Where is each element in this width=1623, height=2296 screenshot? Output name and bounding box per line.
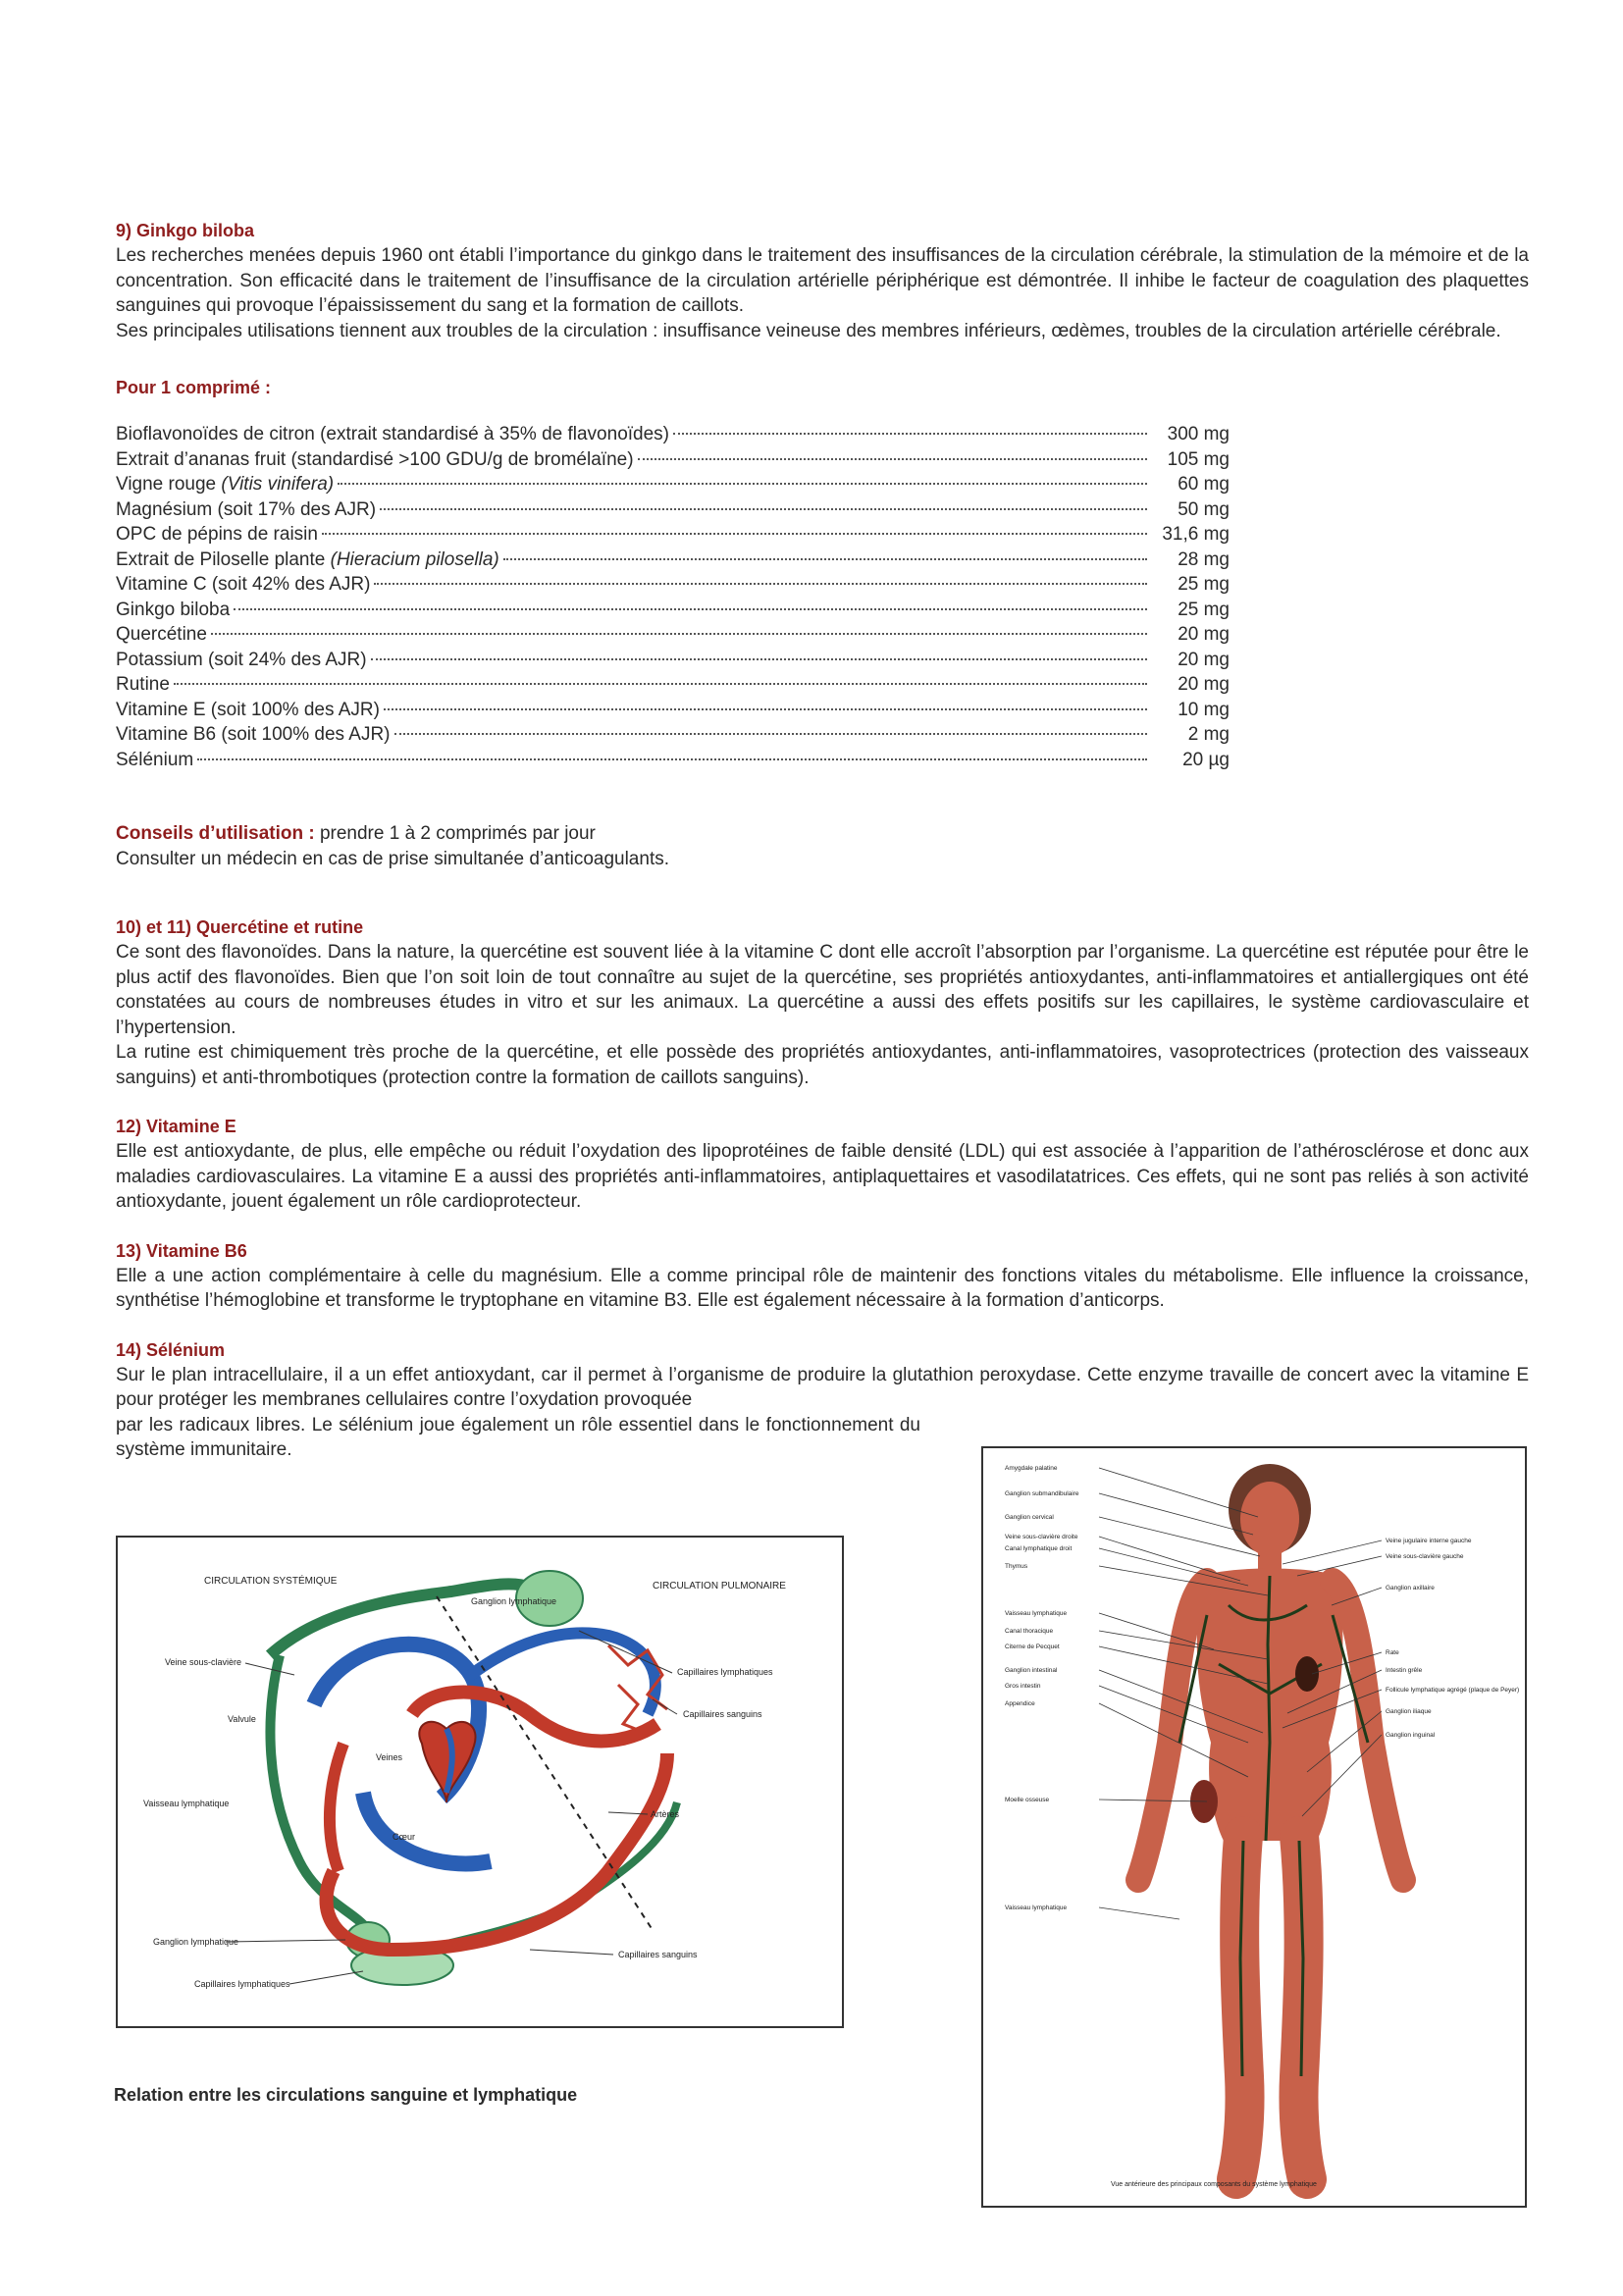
- ingredient-label: Vitamine E (soit 100% des AJR): [116, 699, 380, 720]
- section-quercetine: [116, 914, 1529, 1090]
- paragraph: Elle a une action complémentaire à celle du magnésium. Elle a comme principal rôle de maintenir des fonctions vitales du métabolisme. Elle influence la croissance, synthétise l’hémoglobine et transforme le tryptophane en vitamine B3. Elle est également nécessaire à la formation d’anticorps.: [116, 1265, 1529, 1311]
- leader-line: [1283, 1540, 1382, 1564]
- dot-leader: [371, 658, 1147, 660]
- ingredient-label: OPC de pépins de raisin: [116, 524, 318, 545]
- section-vitamine-b6: [116, 1238, 1529, 1314]
- body-label-left: Appendice: [1005, 1700, 1035, 1707]
- ingredient-amount: 20 µg: [1182, 749, 1230, 770]
- section-title: 14) Sélénium: [116, 1339, 226, 1360]
- dot-leader: [174, 683, 1147, 685]
- ingredient-name: [116, 748, 193, 773]
- usage-advice: [116, 821, 1529, 871]
- label-veines: Veines: [376, 1752, 403, 1762]
- ingredient-name: [116, 422, 669, 447]
- dot-leader: [503, 558, 1147, 560]
- dot-leader: [384, 708, 1147, 710]
- label-ganglion-bottom: Ganglion lymphatique: [153, 1937, 239, 1947]
- section-vitamine-e: [116, 1114, 1529, 1215]
- dot-leader: [338, 483, 1147, 485]
- dot-leader: [322, 533, 1147, 535]
- body-label-left: Gros intestin: [1005, 1683, 1041, 1690]
- artery-lower: [327, 1753, 668, 1950]
- ingredient-label: Sélénium: [116, 749, 194, 770]
- figure-caption: Relation entre les circulations sanguine et lymphatique: [114, 2085, 578, 2105]
- ingredient-amount: 300 mg: [1167, 424, 1230, 444]
- arm-right: [1138, 1581, 1207, 1880]
- dot-leader: [673, 433, 1147, 435]
- ingredient-name: [116, 722, 391, 748]
- ingredient-row: [116, 722, 1230, 748]
- body-label-left: Ganglion cervical: [1005, 1514, 1054, 1521]
- body-label-left: Amygdale palatine: [1005, 1465, 1058, 1472]
- section-selenium: [116, 1337, 1529, 1463]
- body-label-left: Vaisseau lymphatique: [1005, 1905, 1068, 1911]
- label-capillaires-lymph-bottom: Capillaires lymphatiques: [194, 1979, 290, 1989]
- circulation-diagram-svg: [118, 1538, 842, 2026]
- figure2-caption: Vue antérieure des principaux composants du système lymphatique: [1111, 2181, 1317, 2188]
- ingredient-row: [116, 672, 1230, 698]
- dot-leader: [197, 758, 1147, 760]
- ingredient-label: Bioflavonoïdes de citron (extrait standardisé à 35% de flavonoïdes): [116, 424, 669, 444]
- leader-line: [530, 1950, 613, 1955]
- ingredient-amount: 105 mg: [1167, 448, 1230, 470]
- usage-label: Conseils d’utilisation :: [116, 823, 315, 844]
- ingredient-row: [116, 572, 1230, 598]
- ingredient-row: [116, 748, 1230, 773]
- ingredient-amount: 25 mg: [1178, 599, 1230, 620]
- body-label-left: Canal lymphatique droit: [1005, 1545, 1073, 1552]
- dot-leader: [211, 633, 1147, 635]
- title-systemic: CIRCULATION SYSTÉMIQUE: [204, 1576, 338, 1587]
- ingredient-label: Potassium (soit 24% des AJR): [116, 649, 367, 670]
- section-ginkgo: [116, 218, 1529, 343]
- composition-title: Pour 1 comprimé :: [116, 378, 272, 397]
- ingredient-name: [116, 648, 367, 673]
- ingredient-amount: 10 mg: [1178, 699, 1230, 720]
- paragraph: Elle est antioxydante, de plus, elle empêche ou réduit l’oxydation des lipoprotéines de faible densité (LDL) qui est associée à l’apparition de l’athérosclérose et donc aux maladies cardiovasculaires. La vitamine E a aussi des propriétés anti-inflammatoires, antiplaquettaires et vasodilatatrices. Ces effets, qui ne sont pas reliés à son activité antioxydante, jouent également un rôle cardioprotecteur.: [116, 1141, 1529, 1212]
- ingredient-label: Vitamine B6 (soit 100% des AJR): [116, 724, 391, 745]
- ingredient-row: [116, 522, 1230, 548]
- body-label-right: Rate: [1386, 1649, 1399, 1656]
- label-valvule: Valvule: [228, 1714, 256, 1724]
- circulation-diagram: [116, 1536, 844, 2028]
- dot-leader: [638, 458, 1147, 460]
- ingredient-amount: 60 mg: [1178, 474, 1230, 495]
- leader-line: [1099, 1537, 1240, 1581]
- ingredient-amount: 2 mg: [1187, 724, 1230, 745]
- ingredient-amount: 31,6 mg: [1162, 524, 1230, 545]
- leader-line: [1099, 1548, 1248, 1586]
- vein-lower: [363, 1793, 491, 1863]
- paragraph: Ce sont des flavonoïdes. Dans la nature, la quercétine est souvent liée à la vitamine C dont elle accroît l’absorption par l’organisme. La quercétine est réputée pour être le plus actif des flavonoïdes. Bien que l’on soit loin de tout connaître au sujet de la quercétine, ses propriétés antioxydantes, anti-inflammatoires et antiallergiques ont été constatées au cours de nombreuses études in vitro et sur les animaux. La quercétine a aussi des effets positifs sur les capillaires, le système cardiovasculaire et l’hypertension.: [116, 942, 1529, 1038]
- label-arteres: Artères: [651, 1809, 680, 1819]
- ingredient-latin: (Hieracium pilosella): [330, 548, 499, 570]
- ingredient-row: [116, 422, 1230, 447]
- ingredient-label: Rutine: [116, 674, 170, 695]
- section-title: 9) Ginkgo biloba: [116, 221, 255, 240]
- body-label-left: Thymus: [1005, 1563, 1028, 1570]
- spleen: [1295, 1656, 1319, 1692]
- dot-leader: [374, 583, 1147, 585]
- ingredient-amount: 50 mg: [1178, 498, 1230, 520]
- lymphatic-body-svg: [983, 1448, 1525, 2206]
- usage-warning: Consulter un médecin en cas de prise simultanée d’anticoagulants.: [116, 848, 669, 869]
- label-capillaires-sang-right: Capillaires sanguins: [683, 1709, 762, 1719]
- ingredient-name: [116, 572, 370, 598]
- head: [1240, 1482, 1299, 1556]
- ingredient-name: [116, 522, 318, 548]
- ingredient-label: Magnésium (soit 17% des AJR): [116, 498, 377, 520]
- ingredient-name: [116, 548, 499, 573]
- ingredient-row: [116, 548, 1230, 573]
- body-label-left: Ganglion submandibulaire: [1005, 1490, 1079, 1497]
- ingredient-row: [116, 447, 1230, 473]
- arm-left: [1333, 1581, 1403, 1880]
- usage-text: prendre 1 à 2 comprimés par jour: [314, 823, 596, 844]
- paragraph: La rutine est chimiquement très proche de la quercétine, et elle possède des propriétés antioxydantes, anti-inflammatoires, vasoprotectrices (protection des vaisseaux sanguins) et anti-thrombotiques (protection contre la formation de caillots sanguins).: [116, 1042, 1529, 1088]
- ingredient-name: [116, 698, 380, 723]
- ingredient-label: Ginkgo biloba: [116, 599, 231, 620]
- section-title: 12) Vitamine E: [116, 1117, 236, 1136]
- body-label-right: Ganglion inguinal: [1386, 1732, 1436, 1739]
- ingredient-amount: 28 mg: [1178, 548, 1230, 570]
- ingredient-row: [116, 698, 1230, 723]
- label-capillaires-sang-bottom: Capillaires sanguins: [618, 1950, 698, 1959]
- label-capillaires-lymph-right: Capillaires lymphatiques: [677, 1667, 773, 1677]
- ingredient-label: Vitamine C (soit 42% des AJR): [116, 574, 371, 595]
- ingredient-name: [116, 497, 376, 523]
- ingredients-table: [116, 422, 1230, 772]
- paragraph: Les recherches menées depuis 1960 ont établi l’importance du ginkgo dans le traitement des insuffisances de la circulation cérébrale, la stimulation de la mémoire et de la concentration. Son efficacité dans le traitement de l’insuffisance de la circulation artérielle périphérique est démontrée. Il inhibe le facteur de coagulation des plaquettes sanguines qui provoque l’épaississement du sang et la formation de caillots.: [116, 245, 1529, 316]
- label-vaisseau-lymphatique: Vaisseau lymphatique: [143, 1799, 230, 1808]
- ingredient-name: [116, 472, 334, 497]
- ingredient-name: [116, 447, 634, 473]
- body-label-right: Ganglion axillaire: [1386, 1585, 1435, 1592]
- body-label-right: Veine jugulaire interne gauche: [1386, 1538, 1472, 1544]
- body-label-right: Intestin grêle: [1386, 1667, 1423, 1674]
- leader-line: [245, 1663, 294, 1675]
- ingredient-amount: 20 mg: [1178, 649, 1230, 670]
- label-veine-sous-claviere: Veine sous-clavière: [165, 1657, 242, 1667]
- section-title: 13) Vitamine B6: [116, 1240, 247, 1261]
- title-pulmonary: CIRCULATION PULMONAIRE: [653, 1581, 786, 1592]
- label-ganglion-top: Ganglion lymphatique: [471, 1596, 557, 1606]
- leader-line: [1099, 1907, 1179, 1919]
- ingredient-label: Quercétine: [116, 624, 207, 645]
- ingredient-amount: 20 mg: [1178, 674, 1230, 695]
- body-label-left: Canal thoracique: [1005, 1628, 1054, 1635]
- body-label-left: Moelle osseuse: [1005, 1797, 1050, 1803]
- dot-leader: [394, 733, 1147, 735]
- ingredient-row: [116, 648, 1230, 673]
- ingredient-latin: (Vitis vinifera): [221, 474, 335, 495]
- body-label-right: Ganglion iliaque: [1386, 1708, 1432, 1715]
- body-label-left: Ganglion intestinal: [1005, 1667, 1058, 1674]
- dot-leader: [380, 508, 1147, 510]
- label-coeur: Cœur: [393, 1832, 415, 1842]
- artery-left: [330, 1744, 343, 1871]
- ingredient-row: [116, 598, 1230, 623]
- body-label-right: Veine sous-clavière gauche: [1386, 1553, 1464, 1560]
- ingredient-name: [116, 622, 207, 648]
- ingredient-amount: 20 mg: [1178, 624, 1230, 645]
- ingredient-amount: 25 mg: [1178, 574, 1230, 595]
- body-label-left: Veine sous-clavière droite: [1005, 1534, 1078, 1540]
- section-title: 10) et 11) Quercétine et rutine: [116, 917, 364, 937]
- paragraph: Ses principales utilisations tiennent aux troubles de la circulation : insuffisance veineuse des membres inférieurs, œdèmes, troubles de la circulation artérielle cérébrale.: [116, 320, 1501, 341]
- ingredient-name: [116, 672, 170, 698]
- body-label-left: Vaisseau lymphatique: [1005, 1610, 1068, 1617]
- composition: [116, 375, 1529, 772]
- usage-line: [116, 821, 1529, 847]
- paragraph: par les radicaux libres. Le sélénium joue également un rôle essentiel dans le fonctionnement du système immunitaire.: [116, 1414, 920, 1460]
- ingredient-name: [116, 598, 230, 623]
- leader-line: [226, 1940, 345, 1942]
- body-label-right: Follicule lymphatique agrégé (plaque de Peyer): [1386, 1687, 1520, 1694]
- ingredient-label: Extrait d’ananas fruit (standardisé >100 GDU/g de bromélaïne): [116, 448, 634, 470]
- body-label-left: Citerne de Pecquet: [1005, 1644, 1060, 1650]
- ingredient-row: [116, 497, 1230, 523]
- lymphatic-system-figure: [981, 1446, 1527, 2208]
- paragraph: Sur le plan intracellulaire, il a un effet antioxydant, car il permet à l’organisme de produire la glutathion peroxydase. Cette enzyme travaille de concert avec la vitamine E pour protéger les membranes cellulaires contre l’oxydation provoquée: [116, 1364, 1529, 1410]
- page-content: [116, 218, 1529, 1487]
- dot-leader: [234, 608, 1147, 610]
- ingredient-row: [116, 472, 1230, 497]
- ingredient-label: Extrait de Piloselle plante: [116, 548, 331, 570]
- ingredient-row: [116, 622, 1230, 648]
- leader-line: [289, 1971, 363, 1984]
- ingredient-label: Vigne rouge: [116, 474, 222, 495]
